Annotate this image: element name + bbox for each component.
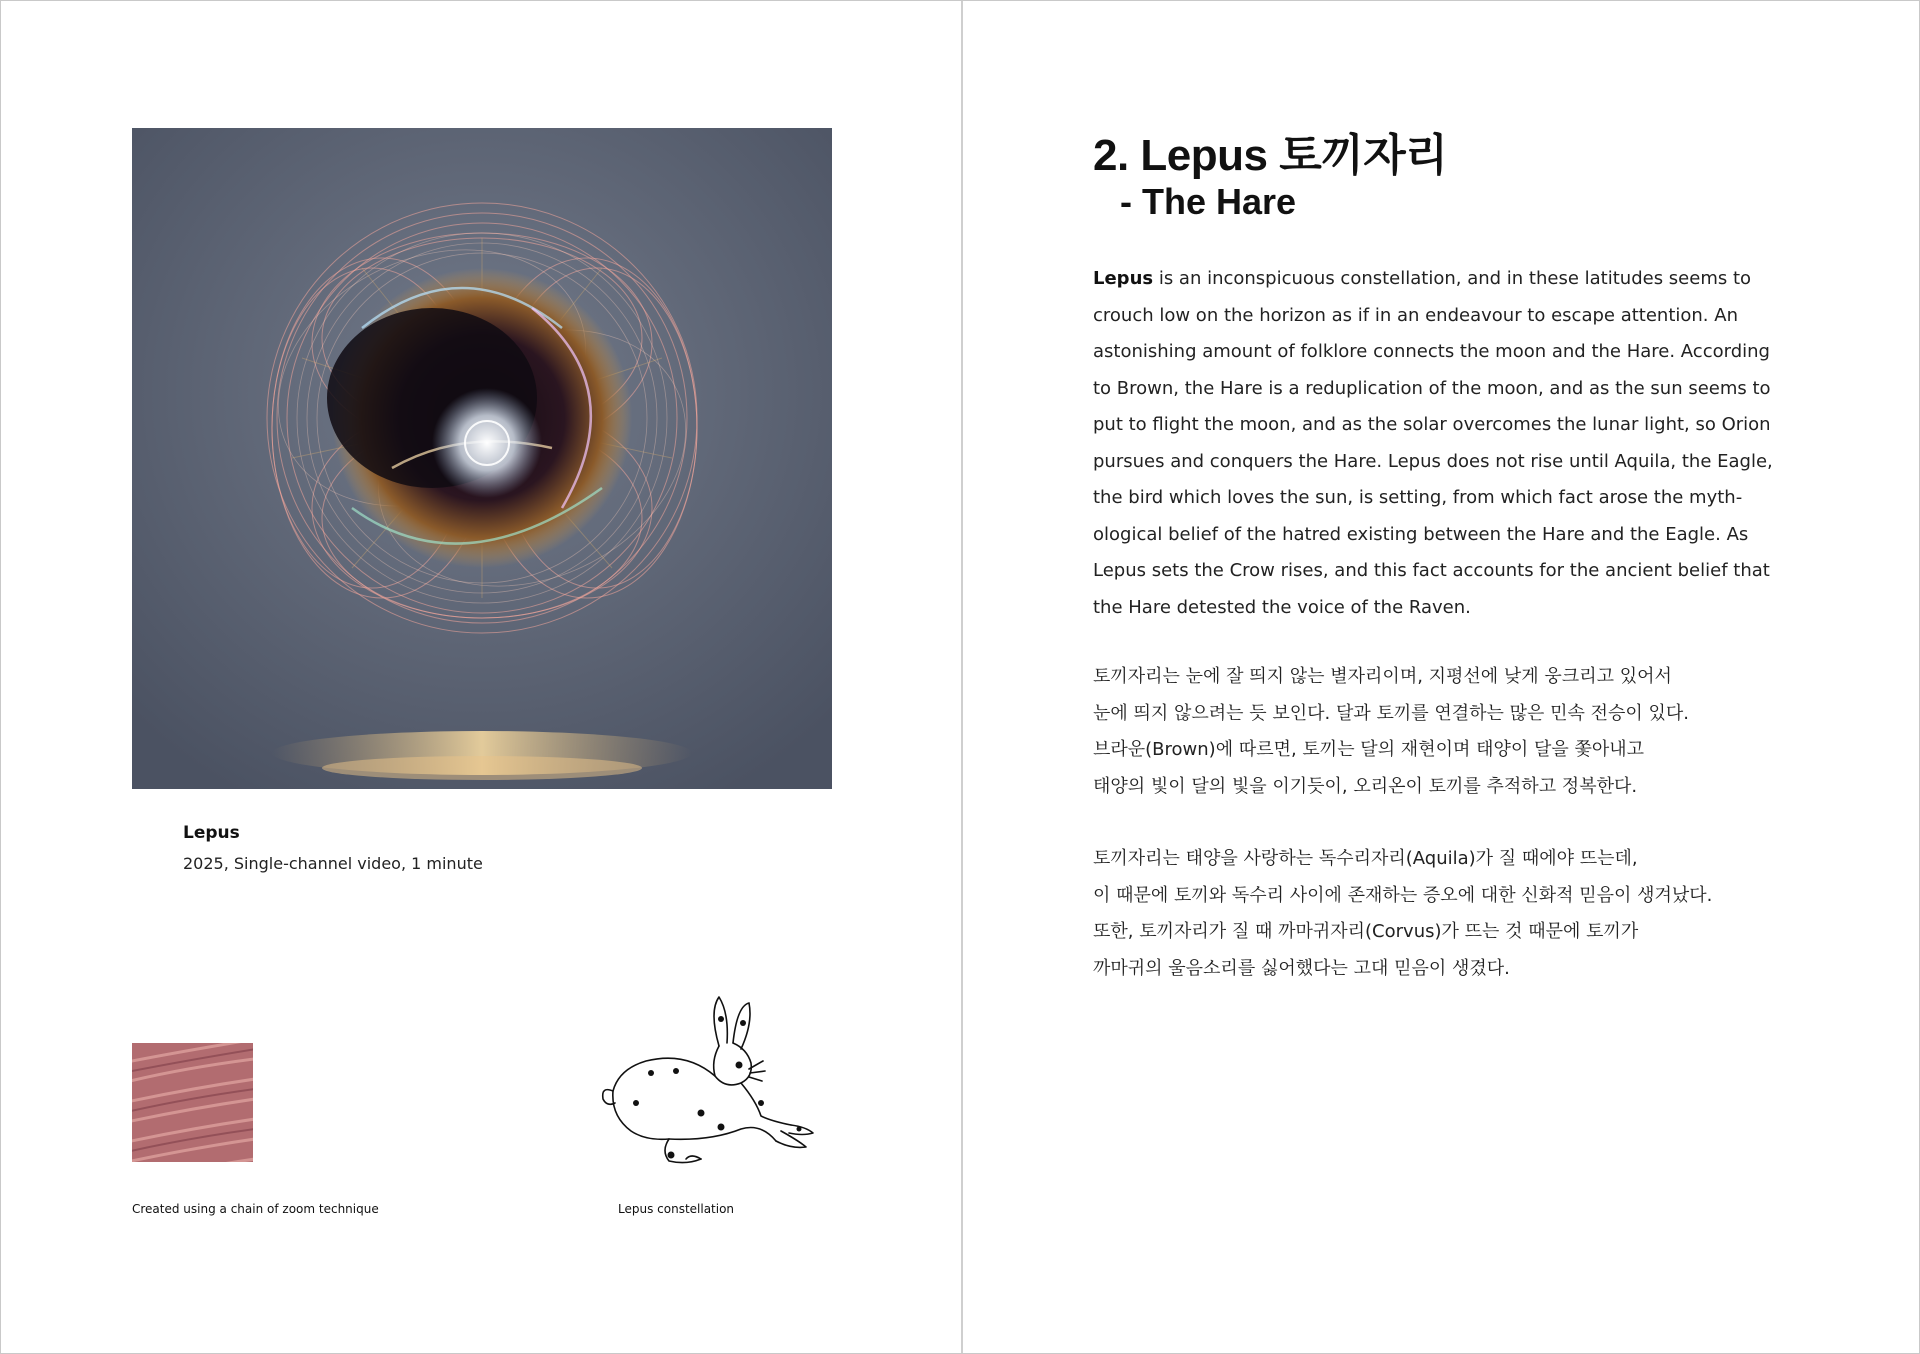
section-heading: 2. Lepus 토끼자리	[1093, 131, 1448, 180]
paragraph-line: 눈에 띄지 않으려는 듯 보인다. 달과 토끼를 연결하는 많은 민속 전승이 있다.	[1093, 702, 1690, 724]
paragraph-line: 브라운(Brown)에 따르면, 토끼는 달의 재현이며 태양이 달을 쫓아내고	[1093, 739, 1645, 760]
line-text: is an inconspicuous constellation, and in these latitudes seems to	[1153, 268, 1752, 289]
paragraph-line: ological belief of the hatred existing between the Hare and the Eagle. As	[1093, 523, 1749, 545]
lead-word: Lepus	[1093, 268, 1154, 289]
paragraph-line: Lepus sets the Crow rises, and this fact accounts for the ancient belief that	[1093, 560, 1770, 581]
glowing-orb-graphic	[132, 128, 832, 789]
paragraph-line: crouch low on the horizon as if in an endeavour to escape attention. An	[1093, 304, 1738, 326]
paragraph-line: astonishing amount of folklore connects the moon and the Hare. According	[1093, 341, 1770, 362]
section-subheading: - The Hare	[1120, 181, 1297, 222]
paragraph-line: the bird which loves the sun, is setting, from which fact arose the myth-	[1093, 487, 1743, 508]
korean-paragraph-1	[1093, 659, 1813, 805]
pink-texture-graphic	[132, 1043, 253, 1162]
paragraph-line: 또한, 토끼자리가 질 때 까마귀자리(Corvus)가 뜨는 것 때문에 토끼가	[1093, 921, 1639, 942]
artwork-caption-details: 2025, Single-channel video, 1 minute	[183, 854, 483, 873]
paragraph-line: pursues and conquers the Hare. Lepus does not rise until Aquila, the Eagle,	[1093, 450, 1773, 472]
paragraph-line: 이 때문에 토끼와 독수리 사이에 존재하는 증오에 대한 신화적 믿음이 생겨났다.	[1093, 884, 1713, 906]
hare-constellation-drawing	[591, 991, 836, 1171]
paragraph-line: 토끼자리는 태양을 사랑하는 독수리자리(Aquila)가 질 때에야 뜨는데,	[1093, 848, 1638, 869]
paragraph-line: the Hare detested the voice of the Raven.	[1093, 596, 1471, 618]
paragraph-line: put to flight the moon, and as the solar overcomes the lunar light, so Orion	[1093, 414, 1771, 435]
artwork-caption-title: Lepus	[183, 823, 240, 843]
right-page	[963, 1, 1919, 1353]
hare-illustration	[591, 991, 836, 1171]
paragraph-line: 까마귀의 울음소리를 싫어했다는 고대 믿음이 생겼다.	[1093, 957, 1510, 979]
paragraph-line: to Brown, the Hare is a reduplication of the moon, and as the sun seems to	[1093, 377, 1771, 399]
paragraph-line	[1093, 261, 1813, 298]
left-page	[1, 1, 961, 1353]
english-paragraph	[1093, 261, 1813, 626]
hare-constellation-caption: Lepus constellation	[618, 1202, 735, 1216]
korean-paragraph-2	[1093, 841, 1813, 987]
zoom-technique-caption: Created using a chain of zoom technique	[132, 1202, 379, 1216]
paragraph-line: 토끼자리는 눈에 잘 띄지 않는 별자리이며, 지평선에 낮게 웅크리고 있어서	[1093, 666, 1672, 687]
lepus-artwork-image	[132, 128, 832, 789]
paragraph-line: 태양의 빛이 달의 빛을 이기듯이, 오리온이 토끼를 추적하고 정복한다.	[1093, 775, 1638, 797]
zoom-texture-thumbnail	[132, 1043, 253, 1162]
